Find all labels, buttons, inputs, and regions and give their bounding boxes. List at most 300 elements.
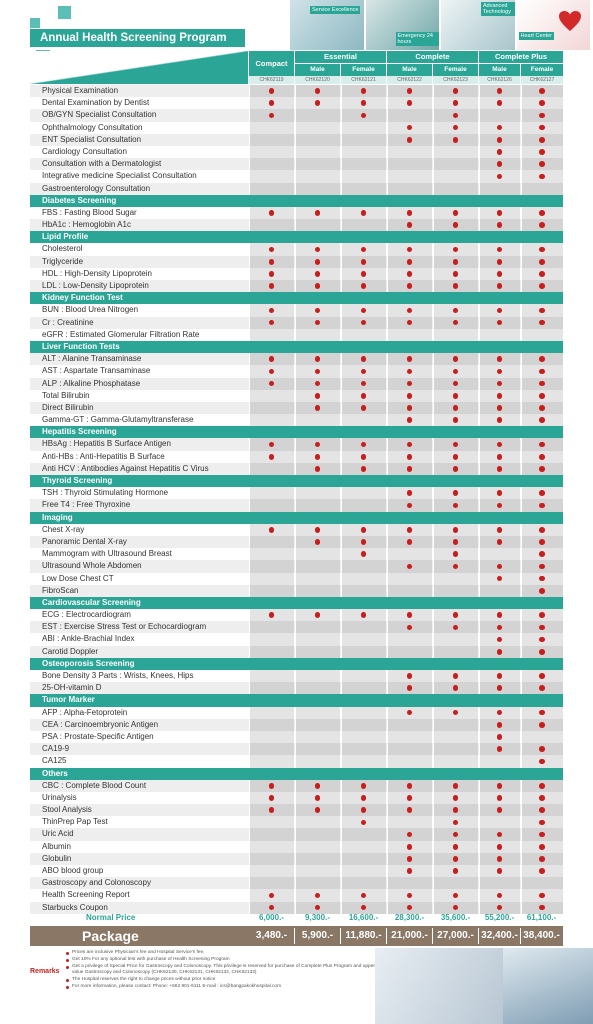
table-row <box>30 743 563 755</box>
table-cell <box>521 877 563 889</box>
test-name: Cholesterol <box>42 244 83 254</box>
included-dot-icon <box>315 795 321 801</box>
included-dot-icon <box>497 88 503 94</box>
section-header <box>30 231 563 243</box>
table-cell <box>387 743 432 755</box>
photo-caption: Advanced Technology <box>481 2 515 16</box>
table-cell <box>341 682 386 694</box>
column-code: CHK62121 <box>341 76 386 84</box>
test-name: PSA : Prostate-Specific Antigen <box>42 731 154 741</box>
table-cell <box>249 219 294 231</box>
included-dot-icon <box>453 259 459 265</box>
header-photo <box>290 0 364 50</box>
table-row <box>30 487 563 499</box>
included-dot-icon <box>453 137 459 143</box>
table-cell <box>479 877 520 889</box>
table-cell <box>341 170 386 182</box>
included-dot-icon <box>539 308 545 314</box>
table-cell <box>249 122 294 134</box>
table-cell <box>295 329 340 341</box>
header-photo <box>441 0 515 50</box>
table-cell <box>295 548 340 560</box>
test-name: EST : Exercise Stress Test or Echocardiogram <box>42 622 207 632</box>
table-row <box>30 536 563 548</box>
table-cell <box>249 828 294 840</box>
included-dot-icon <box>497 149 503 155</box>
table-cell <box>295 560 340 572</box>
included-dot-icon <box>539 503 545 509</box>
table-row <box>30 889 563 901</box>
included-dot-icon <box>361 283 367 289</box>
included-dot-icon <box>453 210 459 216</box>
table-cell <box>341 414 386 426</box>
included-dot-icon <box>539 820 545 826</box>
table-cell <box>479 548 520 560</box>
included-dot-icon <box>539 759 545 765</box>
table-cell <box>433 633 478 645</box>
footer-photo-right <box>503 948 593 1024</box>
included-dot-icon <box>497 783 503 789</box>
decorative-square <box>30 18 40 28</box>
included-dot-icon <box>497 795 503 801</box>
included-dot-icon <box>315 454 321 460</box>
table-row <box>30 304 563 316</box>
table-row <box>30 329 563 341</box>
table-row <box>30 609 563 621</box>
table-row <box>30 524 563 536</box>
included-dot-icon <box>539 722 545 728</box>
test-name: CA19-9 <box>42 744 70 754</box>
table-cell <box>433 573 478 585</box>
included-dot-icon <box>453 868 459 874</box>
test-name: Uric Acid <box>42 829 74 839</box>
included-dot-icon <box>269 259 275 265</box>
table-cell <box>295 585 340 597</box>
included-dot-icon <box>361 210 367 216</box>
included-dot-icon <box>539 393 545 399</box>
test-name: Free T4 : Free Thyroxine <box>42 500 131 510</box>
included-dot-icon <box>361 393 367 399</box>
table-row <box>30 451 563 463</box>
column-group-complete-plus: Complete Plus <box>479 51 563 63</box>
included-dot-icon <box>497 539 503 545</box>
table-cell <box>249 463 294 475</box>
table-cell <box>249 670 294 682</box>
included-dot-icon <box>453 271 459 277</box>
column-group-essential: Essential <box>295 51 386 63</box>
section-title: Liver Function Tests <box>42 341 120 351</box>
included-dot-icon <box>539 466 545 472</box>
decorative-square <box>58 6 71 19</box>
normal-price-value: 16,600.- <box>348 913 379 922</box>
table-cell <box>479 816 520 828</box>
table-cell <box>433 183 478 195</box>
included-dot-icon <box>407 405 413 411</box>
table-row <box>30 792 563 804</box>
included-dot-icon <box>539 551 545 557</box>
photo-caption: Service Excellence <box>312 7 359 13</box>
included-dot-icon <box>315 783 321 789</box>
test-name: Starbucks Coupon <box>42 902 108 912</box>
package-label: Package <box>82 928 139 944</box>
table-cell <box>249 573 294 585</box>
table-cell <box>387 170 432 182</box>
table-cell <box>249 633 294 645</box>
table-row <box>30 548 563 560</box>
table-row <box>30 414 563 426</box>
table-cell <box>295 487 340 499</box>
table-cell <box>387 719 432 731</box>
footer-photo <box>375 948 593 1024</box>
screening-table <box>30 85 563 914</box>
included-dot-icon <box>539 271 545 277</box>
column-code: CHK62123 <box>433 76 478 84</box>
included-dot-icon <box>407 527 413 533</box>
remark-item: Get 10% For any optional test with purchase of Health Screening Program <box>66 957 376 964</box>
table-cell <box>521 329 563 341</box>
table-cell <box>341 731 386 743</box>
table-cell <box>249 755 294 767</box>
included-dot-icon <box>497 649 503 655</box>
included-dot-icon <box>497 734 503 740</box>
included-dot-icon <box>539 539 545 545</box>
photo-caption: Heart Center <box>520 33 552 39</box>
included-dot-icon <box>315 393 321 399</box>
test-name: Albumin <box>42 841 71 851</box>
included-dot-icon <box>497 137 503 143</box>
test-name: Panoramic Dental X-ray <box>42 536 127 546</box>
table-row <box>30 243 563 255</box>
table-cell <box>433 585 478 597</box>
table-row <box>30 207 563 219</box>
test-name: Urinalysis <box>42 792 77 802</box>
column-gender: Male <box>387 64 432 76</box>
test-name: Low Dose Chest CT <box>42 573 114 583</box>
included-dot-icon <box>453 454 459 460</box>
table-row <box>30 780 563 792</box>
table-cell <box>249 865 294 877</box>
package-price-row <box>30 926 563 946</box>
included-dot-icon <box>315 466 321 472</box>
table-row <box>30 499 563 511</box>
table-cell <box>433 170 478 182</box>
included-dot-icon <box>453 844 459 850</box>
included-dot-icon <box>269 783 275 789</box>
table-cell <box>249 621 294 633</box>
section-title: Lipid Profile <box>42 232 89 242</box>
header-photo <box>517 0 591 50</box>
table-cell <box>341 853 386 865</box>
table-cell <box>387 329 432 341</box>
table-cell <box>249 731 294 743</box>
table-cell <box>249 329 294 341</box>
table-cell <box>295 865 340 877</box>
included-dot-icon <box>361 795 367 801</box>
table-cell <box>249 816 294 828</box>
included-dot-icon <box>539 356 545 362</box>
column-code: CHK62119 <box>249 76 294 84</box>
included-dot-icon <box>497 393 503 399</box>
table-cell <box>341 585 386 597</box>
included-dot-icon <box>539 564 545 570</box>
included-dot-icon <box>497 466 503 472</box>
test-name: BUN : Blood Urea Nitrogen <box>42 305 139 315</box>
included-dot-icon <box>539 649 545 655</box>
included-dot-icon <box>407 539 413 545</box>
normal-price-value: 28,300.- <box>394 913 425 922</box>
included-dot-icon <box>539 856 545 862</box>
table-cell <box>295 816 340 828</box>
table-cell <box>387 548 432 560</box>
included-dot-icon <box>453 856 459 862</box>
included-dot-icon <box>407 466 413 472</box>
included-dot-icon <box>453 795 459 801</box>
included-dot-icon <box>269 795 275 801</box>
included-dot-icon <box>361 527 367 533</box>
included-dot-icon <box>539 454 545 460</box>
test-name: Gastroenterology Consultation <box>42 183 151 193</box>
section-title: Kidney Function Test <box>42 293 123 303</box>
heart-icon <box>558 10 582 32</box>
table-row <box>30 633 563 645</box>
table-cell <box>295 414 340 426</box>
included-dot-icon <box>407 259 413 265</box>
table-cell <box>433 329 478 341</box>
table-row <box>30 390 563 402</box>
table-row <box>30 877 563 889</box>
table-row <box>30 402 563 414</box>
included-dot-icon <box>539 369 545 375</box>
package-price-value: 27,000.- <box>437 930 474 941</box>
section-header <box>30 768 563 780</box>
included-dot-icon <box>361 271 367 277</box>
remarks-label: Remarks <box>30 968 60 975</box>
table-row <box>30 573 563 585</box>
table-cell <box>341 646 386 658</box>
included-dot-icon <box>315 259 321 265</box>
table-row <box>30 755 563 767</box>
included-dot-icon <box>269 271 275 277</box>
table-cell <box>433 719 478 731</box>
test-name: Dental Examination by Dentist <box>42 98 150 108</box>
included-dot-icon <box>539 88 545 94</box>
table-cell <box>479 755 520 767</box>
normal-price-value: 55,200.- <box>484 913 515 922</box>
column-gender: Male <box>295 64 340 76</box>
table-cell <box>249 499 294 511</box>
table-cell <box>521 183 563 195</box>
test-name: Mammogram with Ultrasound Breast <box>42 549 172 559</box>
package-price-value: 5,900.- <box>301 930 334 941</box>
table-cell <box>341 621 386 633</box>
included-dot-icon <box>497 283 503 289</box>
included-dot-icon <box>539 832 545 838</box>
table-cell <box>249 877 294 889</box>
column-code: CHK62127 <box>521 76 563 84</box>
test-name: ECG : Electrocardiogram <box>42 610 131 620</box>
table-row <box>30 268 563 280</box>
table-cell <box>479 329 520 341</box>
included-dot-icon <box>407 856 413 862</box>
table-cell <box>341 122 386 134</box>
table-cell <box>295 841 340 853</box>
included-dot-icon <box>269 210 275 216</box>
included-dot-icon <box>361 259 367 265</box>
included-dot-icon <box>539 746 545 752</box>
included-dot-icon <box>361 466 367 472</box>
section-title: Cardiovascular Screening <box>42 597 141 607</box>
column-gender: Male <box>479 64 520 76</box>
included-dot-icon <box>539 174 545 180</box>
table-cell <box>341 841 386 853</box>
included-dot-icon <box>407 271 413 277</box>
included-dot-icon <box>453 539 459 545</box>
section-title: Imaging <box>42 512 73 522</box>
test-name: Cr : Creatinine <box>42 317 94 327</box>
table-row <box>30 731 563 743</box>
column-gender: Female <box>341 64 386 76</box>
table-row <box>30 219 563 231</box>
section-title: Diabetes Screening <box>42 195 117 205</box>
included-dot-icon <box>269 527 275 533</box>
table-row <box>30 804 563 816</box>
table-cell <box>295 877 340 889</box>
table-cell <box>433 146 478 158</box>
included-dot-icon <box>407 868 413 874</box>
test-name: HBsAg : Hepatitis B Surface Antigen <box>42 439 171 449</box>
included-dot-icon <box>453 466 459 472</box>
table-header <box>30 51 563 84</box>
table-cell <box>295 573 340 585</box>
table-row <box>30 256 563 268</box>
test-name: AFP : Alpha-Fetoprotein <box>42 707 128 717</box>
table-cell <box>295 743 340 755</box>
table-cell <box>479 183 520 195</box>
table-row <box>30 585 563 597</box>
included-dot-icon <box>539 259 545 265</box>
table-cell <box>387 731 432 743</box>
included-dot-icon <box>269 88 275 94</box>
normal-price-label: Normal Price <box>86 913 136 922</box>
included-dot-icon <box>497 210 503 216</box>
included-dot-icon <box>539 161 545 167</box>
normal-price-value: 35,600.- <box>440 913 471 922</box>
table-row <box>30 463 563 475</box>
table-row <box>30 280 563 292</box>
table-row <box>30 560 563 572</box>
included-dot-icon <box>539 417 545 423</box>
table-cell <box>341 719 386 731</box>
test-name: 25-OH-vitamin D <box>42 683 102 693</box>
table-cell <box>295 122 340 134</box>
package-price-value: 3,480.- <box>255 930 288 941</box>
package-price-value: 38,400.- <box>523 930 560 941</box>
test-name: Direct Bilirubin <box>42 402 94 412</box>
test-name: ABI : Ankle-Brachial Index <box>42 634 135 644</box>
included-dot-icon <box>315 88 321 94</box>
table-cell <box>387 816 432 828</box>
table-cell <box>341 158 386 170</box>
test-name: FBS : Fasting Blood Sugar <box>42 207 137 217</box>
table-row <box>30 438 563 450</box>
table-row <box>30 682 563 694</box>
test-name: Health Screening Report <box>42 890 130 900</box>
table-cell <box>295 633 340 645</box>
table-cell <box>433 743 478 755</box>
included-dot-icon <box>453 88 459 94</box>
included-dot-icon <box>453 283 459 289</box>
included-dot-icon <box>407 844 413 850</box>
table-cell <box>341 670 386 682</box>
table-cell <box>387 633 432 645</box>
included-dot-icon <box>497 722 503 728</box>
table-row <box>30 134 563 146</box>
included-dot-icon <box>497 856 503 862</box>
test-name: LDL : Low-Density Lipoprotein <box>42 281 149 290</box>
included-dot-icon <box>539 637 545 643</box>
column-gender: Female <box>521 64 563 76</box>
test-name: Carotid Doppler <box>42 646 99 656</box>
section-title: Others <box>42 768 68 778</box>
table-cell <box>295 170 340 182</box>
table-cell <box>341 633 386 645</box>
table-cell <box>341 865 386 877</box>
table-cell <box>295 183 340 195</box>
section-header <box>30 195 563 207</box>
test-name: Triglyceride <box>42 256 84 266</box>
included-dot-icon <box>539 222 545 228</box>
included-dot-icon <box>407 137 413 143</box>
table-cell <box>249 146 294 158</box>
included-dot-icon <box>539 490 545 496</box>
test-name: CEA : Carcinoembryonic Antigen <box>42 719 159 729</box>
section-header <box>30 475 563 487</box>
included-dot-icon <box>407 88 413 94</box>
table-cell <box>249 414 294 426</box>
included-dot-icon <box>453 783 459 789</box>
table-cell <box>295 646 340 658</box>
included-dot-icon <box>453 673 459 679</box>
included-dot-icon <box>407 795 413 801</box>
table-row <box>30 170 563 182</box>
included-dot-icon <box>269 283 275 289</box>
table-row <box>30 97 563 109</box>
table-cell <box>479 109 520 121</box>
included-dot-icon <box>407 454 413 460</box>
photo-caption: Emergency 24 hours <box>396 32 440 46</box>
table-cell <box>341 560 386 572</box>
table-row <box>30 853 563 865</box>
included-dot-icon <box>315 527 321 533</box>
section-header <box>30 694 563 706</box>
table-cell <box>341 183 386 195</box>
included-dot-icon <box>361 405 367 411</box>
table-cell <box>387 585 432 597</box>
table-cell <box>387 573 432 585</box>
included-dot-icon <box>539 612 545 618</box>
table-cell <box>387 158 432 170</box>
included-dot-icon <box>539 442 545 448</box>
table-cell <box>341 146 386 158</box>
table-row <box>30 646 563 658</box>
test-name: ALT : Alanine Transaminase <box>42 354 142 364</box>
remarks-list <box>66 950 376 991</box>
table-cell <box>433 755 478 767</box>
normal-price-value: 61,100.- <box>526 913 557 922</box>
table-cell <box>295 219 340 231</box>
included-dot-icon <box>539 100 545 106</box>
table-cell <box>341 707 386 719</box>
